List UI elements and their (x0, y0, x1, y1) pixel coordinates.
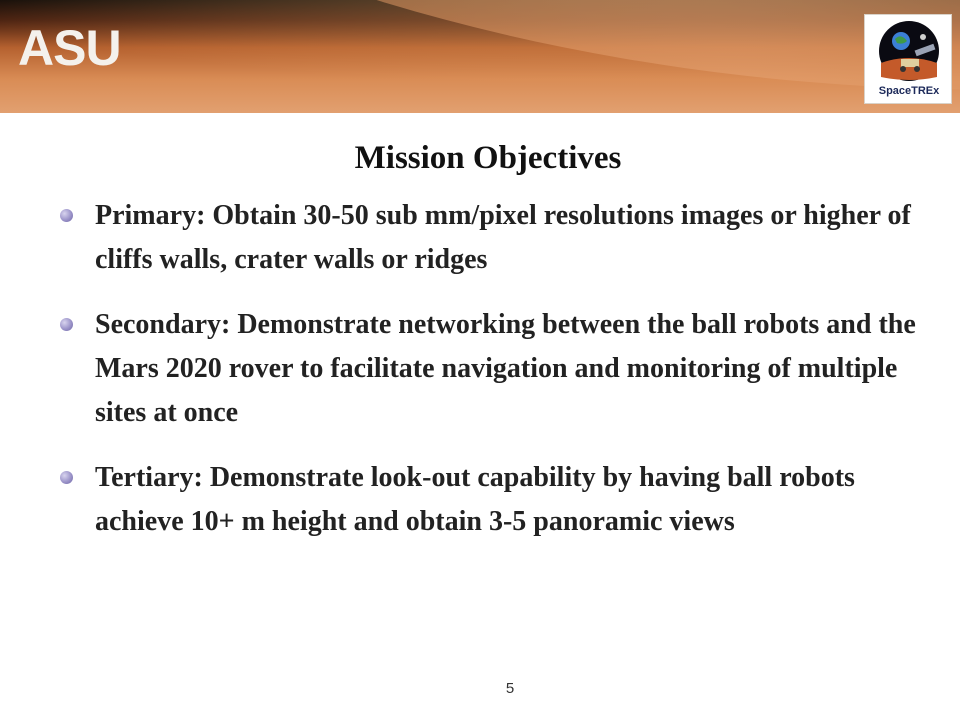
mars-header-banner (0, 0, 960, 113)
objective-primary-text: Primary: Obtain 30-50 sub mm/pixel resolutions images or higher of cliffs walls, crater walls or ridges (95, 200, 911, 275)
bullet-dot-icon (60, 318, 73, 331)
objective-tertiary (56, 456, 916, 544)
mars-horizon-image (0, 0, 960, 90)
objective-secondary (56, 303, 916, 435)
spacetrex-logo-text: SpaceTREx (878, 85, 940, 97)
objectives-list (56, 194, 916, 565)
slide-title: Mission Objectives (354, 140, 622, 176)
asu-logo (18, 22, 126, 74)
objective-tertiary-text: Tertiary: Demonstrate look-out capability by having ball robots achieve 10+ m height and obtain 3-5 panoramic views (95, 462, 855, 537)
asu-logo-text: ASU (18, 20, 121, 76)
objective-secondary-text: Secondary: Demonstrate networking between the ball robots and the Mars 2020 rover to facilitate navigation and monitoring of multiple sites at once (95, 309, 916, 428)
objective-primary (56, 194, 916, 282)
spacetrex-emblem-icon (871, 19, 947, 85)
bullet-dot-icon (60, 471, 73, 484)
bullet-dot-icon (60, 209, 73, 222)
page-number: 5 (505, 680, 515, 697)
spacetrex-logo (864, 14, 952, 104)
